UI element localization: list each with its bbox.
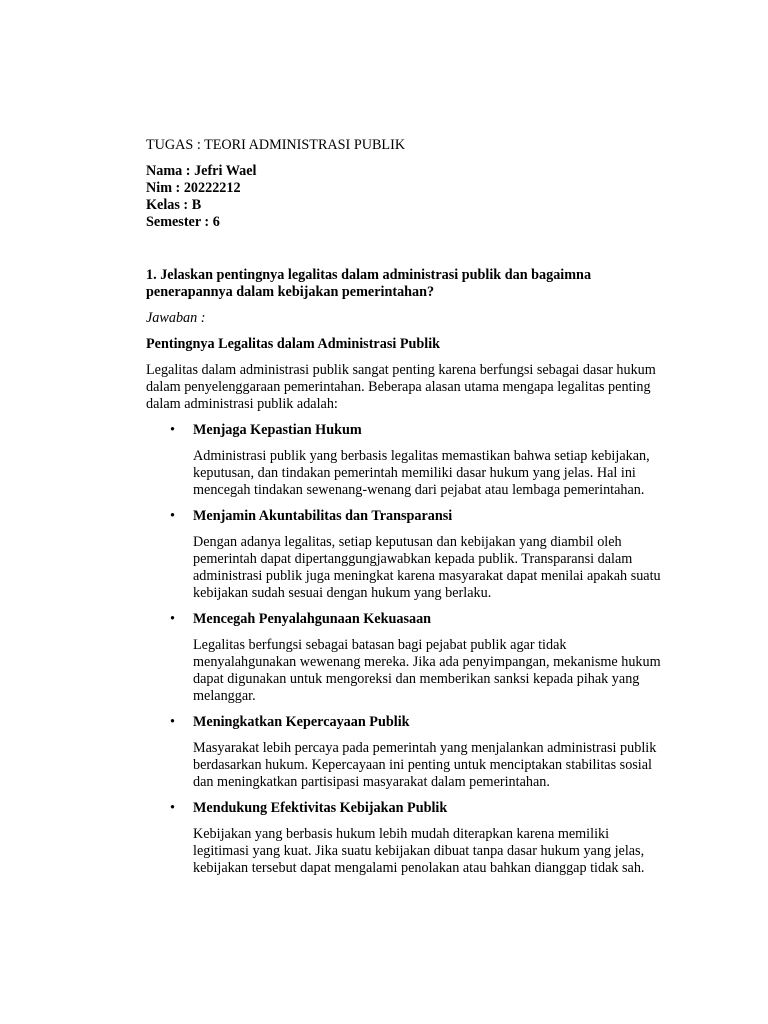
intro-paragraph: Legalitas dalam administrasi publik sangat penting karena berfungsi sebagai dasar hukum dalam penyelenggaraan pemerintahan. Beberapa alasan utama mengapa legalitas penting dalam administrasi publik adalah:: [146, 362, 656, 412]
point-heading: Mendukung Efektivitas Kebijakan Publik: [193, 800, 448, 816]
student-identity: [146, 163, 666, 231]
point-heading: Menjamin Akuntabilitas dan Transparansi: [193, 508, 453, 524]
identity-class: Kelas : B: [146, 197, 202, 213]
bullet-icon: •: [170, 611, 175, 627]
identity-nim: Nim : 20222212: [146, 180, 241, 196]
point-heading: Menjaga Kepastian Hukum: [193, 422, 362, 438]
reasons-list: [146, 422, 666, 877]
list-item: [146, 508, 666, 602]
point-heading: Mencegah Penyalahgunaan Kekuasaan: [193, 611, 432, 627]
section-heading: Pentingnya Legalitas dalam Administrasi Publik: [146, 336, 441, 352]
question-text: 1. Jelaskan pentingnya legalitas dalam administrasi publik dan bagaimna penerapannya dalam kebijakan pemerintahan?: [146, 267, 592, 300]
list-item: [146, 611, 666, 705]
bullet-icon: •: [170, 714, 175, 730]
bullet-icon: •: [170, 800, 175, 816]
bullet-icon: •: [170, 422, 175, 438]
point-body: Dengan adanya legalitas, setiap keputusan dan kebijakan yang diambil oleh pemerintah dapat dipertanggungjawabkan kepada publik. Transparansi dalam administrasi publik juga meningkat karena masyarakat dapat menilai apakah suatu kebijakan sudah sesuai dengan hukum yang berlaku.: [193, 534, 661, 601]
identity-name: Nama : Jefri Wael: [146, 163, 257, 179]
point-body: Kebijakan yang berbasis hukum lebih mudah diterapkan karena memiliki legitimasi yang kuat. Jika suatu kebijakan dibuat tanpa dasar hukum yang jelas, kebijakan tersebut dapat mengalami penolakan atau bahkan dianggap tidak sah.: [193, 826, 645, 876]
list-item: [146, 714, 666, 791]
list-item: [146, 422, 666, 499]
identity-semester: Semester : 6: [146, 214, 220, 230]
answer-label: Jawaban :: [146, 310, 206, 326]
document-content: [146, 137, 666, 886]
point-body: Masyarakat lebih percaya pada pemerintah yang menjalankan administrasi publik berdasarkan hukum. Kepercayaan ini penting untuk menciptakan stabilitas sosial dan meningkatkan partisipasi masyarakat dalam pemerintahan.: [193, 740, 657, 790]
point-body: Legalitas berfungsi sebagai batasan bagi pejabat publik agar tidak menyalahgunakan wewenang mereka. Jika ada penyimpangan, mekanisme hukum dapat digunakan untuk mengoreksi dan memberikan sanksi kepada pihak yang melanggar.: [193, 637, 661, 704]
document-title: TUGAS : TEORI ADMINISTRASI PUBLIK: [146, 137, 406, 153]
point-body: Administrasi publik yang berbasis legalitas memastikan bahwa setiap kebijakan, keputusan, dan tindakan pemerintah memiliki dasar hukum yang jelas. Hal ini mencegah tindakan sewenang-wenang dari pejabat atau lembaga pemerintahan.: [193, 448, 650, 498]
list-item: [146, 800, 666, 877]
bullet-icon: •: [170, 508, 175, 524]
point-heading: Meningkatkan Kepercayaan Publik: [193, 714, 410, 730]
